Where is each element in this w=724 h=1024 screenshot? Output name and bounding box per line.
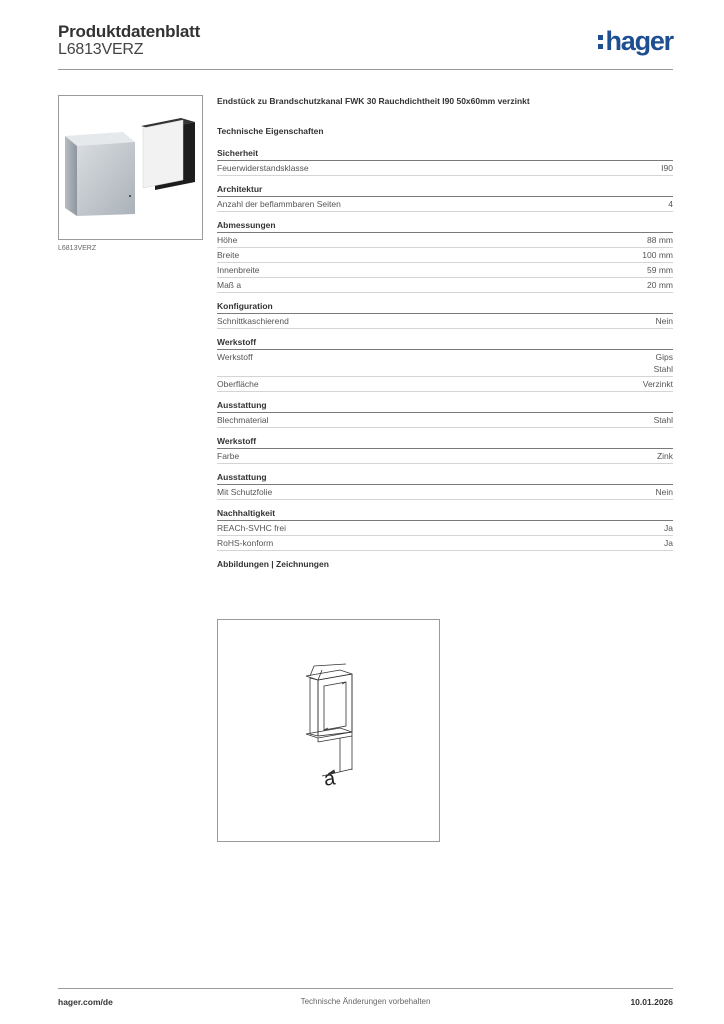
logo-dots-icon (598, 35, 603, 49)
spec-section (217, 148, 673, 176)
spec-value: Ja (664, 538, 673, 548)
spec-section (217, 220, 673, 293)
section-title: Werkstoff (217, 337, 673, 350)
spec-section (217, 184, 673, 212)
spec-value: 100 mm (642, 250, 673, 260)
product-photo (58, 95, 203, 240)
spec-row (217, 413, 673, 428)
spec-label: Mit Schutzfolie (217, 487, 273, 497)
spec-label: Anzahl der beflammbaren Seiten (217, 199, 341, 209)
spec-value: Ja (664, 523, 673, 533)
section-title: Nachhaltigkeit (217, 508, 673, 521)
spec-label: Oberfläche (217, 379, 259, 389)
spec-row (217, 161, 673, 176)
spec-row (217, 350, 673, 377)
footer-website-link[interactable]: hager.com/de (58, 997, 113, 1007)
product-description: Endstück zu Brandschutzkanal FWK 30 Rauchdichtheit I90 50x60mm verzinkt (217, 96, 530, 106)
hager-logo (598, 25, 673, 57)
spec-section (217, 400, 673, 428)
spec-value: Gips Stahl (653, 352, 673, 374)
logo-text: hager (605, 25, 673, 56)
section-title: Werkstoff (217, 436, 673, 449)
spec-label: Breite (217, 250, 240, 260)
spec-label: REACh-SVHC frei (217, 523, 286, 533)
spec-value: 4 (668, 199, 673, 209)
spec-value: Zink (656, 451, 673, 461)
section-title: Ausstattung (217, 472, 673, 485)
spec-label: RoHS-konform (217, 538, 274, 548)
footer-date: 10.01.2026 (630, 997, 673, 1007)
spec-value: 88 mm (647, 235, 673, 245)
spec-row (217, 263, 673, 278)
spec-label: Blechmaterial (217, 415, 269, 425)
spec-row (217, 521, 673, 536)
section-title: Architektur (217, 184, 673, 197)
section-title: Sicherheit (217, 148, 673, 161)
spec-label: Werkstoff (217, 352, 253, 362)
spec-value: Nein (655, 487, 673, 497)
spec-label: Höhe (217, 235, 238, 245)
footer-notice: Technische Änderungen vorbehalten (300, 997, 431, 1006)
spec-section (217, 337, 673, 392)
spec-row (217, 449, 673, 464)
dimension-label: a (322, 767, 337, 791)
document-title: Produktdatenblatt (58, 22, 201, 41)
product-photo-icon (59, 96, 202, 239)
technical-drawing-icon (218, 620, 439, 841)
spec-value: Nein (655, 316, 673, 326)
spec-section (217, 508, 673, 551)
spec-row (217, 197, 673, 212)
spec-row (217, 233, 673, 248)
section-title: Konfiguration (217, 301, 673, 314)
spec-row (217, 248, 673, 263)
spec-value: 59 mm (647, 265, 673, 275)
spec-value: I90 (661, 163, 673, 173)
technical-drawing (217, 619, 440, 842)
spec-row (217, 536, 673, 551)
spec-label: Farbe (217, 451, 240, 461)
spec-label: Feuerwiderstandsklasse (217, 163, 309, 173)
spec-row (217, 377, 673, 392)
spec-section (217, 301, 673, 329)
spec-section (217, 436, 673, 464)
spec-label: Innenbreite (217, 265, 260, 275)
photo-caption: L6813VERZ (58, 245, 97, 252)
spec-content (217, 96, 673, 575)
spec-label: Maß a (217, 280, 242, 290)
spec-value: Stahl (653, 415, 673, 425)
spec-row (217, 278, 673, 293)
drawings-title: Abbildungen | Zeichnungen (217, 559, 329, 569)
page-footer (58, 988, 673, 1008)
spec-label: Schnittkaschierend (217, 316, 289, 326)
spec-value: Verzinkt (642, 379, 673, 389)
tech-properties-title: Technische Eigenschaften (217, 126, 324, 136)
section-title: Abmessungen (217, 220, 673, 233)
product-code: L6813VERZ (58, 41, 144, 58)
spec-value: 20 mm (647, 280, 673, 290)
section-title: Ausstattung (217, 400, 673, 413)
spec-row (217, 485, 673, 500)
page-header (58, 20, 673, 70)
spec-row (217, 314, 673, 329)
spec-section (217, 472, 673, 500)
